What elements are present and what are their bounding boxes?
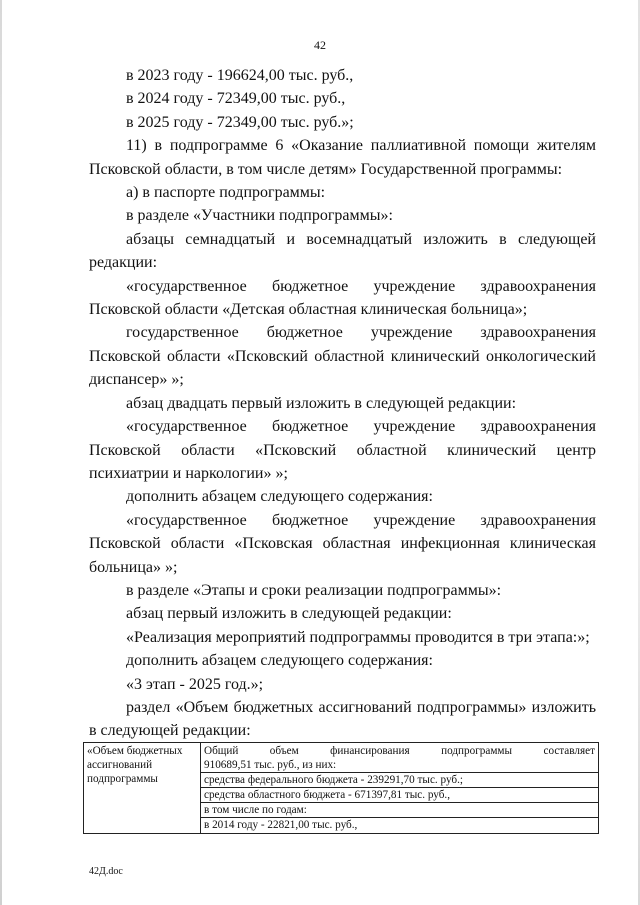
table-line: 910689,51 тыс. руб., из них: [204, 759, 337, 771]
paragraph-line: Псковской области «Псковская областная инфекционная клиническая [89, 535, 596, 553]
paragraph-line: психиатрии и наркологии» »; [89, 464, 288, 482]
table-line: в том числе по годам: [201, 802, 598, 817]
file-name: 42Д.doc [89, 866, 123, 877]
table-cell-value [201, 743, 599, 834]
paragraph-line: абзац двадцать первый изложить в следующей редакции: [126, 394, 517, 412]
scan-edge-left [0, 0, 2, 905]
table-line: Общий объем финансирования подпрограммы составляет [204, 745, 595, 757]
document-body [89, 64, 596, 743]
paragraph-line: «государственное бюджетное учреждение здравоохранения [126, 418, 596, 436]
paragraph-line: Псковской области «Псковский областной клинический центр [89, 441, 596, 459]
paragraph-line: «государственное бюджетное учреждение здравоохранения [126, 277, 596, 295]
paragraph-line: дополнить абзацем следующего содержания: [126, 488, 433, 506]
paragraph-line: Псковской области, в том числе детям» Государственной программы: [89, 160, 563, 178]
paragraph-line: в разделе «Участники подпрограммы»: [126, 207, 393, 225]
paragraph-line: «государственное бюджетное учреждение здравоохранения [126, 511, 596, 529]
paragraph-line: «3 этап - 2025 год.»; [126, 675, 264, 693]
table-line: средства федерального бюджета - 239291,70 тыс. руб.; [201, 772, 598, 787]
paragraph-line: 11) в подпрограмме 6 «Оказание паллиативной помощи жителям [126, 137, 596, 155]
paragraph-line: редакции: [89, 254, 158, 272]
paragraph-line: Псковской области «Псковский областной клинический онкологический [89, 347, 596, 365]
table-line: средства областного бюджета - 671397,81 тыс. руб., [201, 787, 598, 802]
table-line: в 2014 году - 22821,00 тыс. руб., [201, 817, 598, 832]
paragraph-line: в 2025 году - 72349,00 тыс. руб.»; [126, 113, 354, 131]
paragraph-line: в разделе «Этапы и сроки реализации подпрограммы»: [126, 581, 502, 599]
paragraph-line: диспансер» »; [89, 371, 184, 389]
table-cell-label: «Объем бюджетных ассигнований подпрограммы [84, 743, 201, 834]
paragraph-line: в 2023 году - 196624,00 тыс. руб., [126, 67, 354, 84]
paragraph-line: «Реализация мероприятий подпрограммы проводится в три этапа:»; [126, 628, 590, 646]
paragraph-line: в 2024 году - 72349,00 тыс. руб., [126, 90, 346, 108]
page-number: 42 [314, 38, 326, 52]
paragraph-line: а) в паспорте подпрограммы: [126, 184, 326, 202]
paragraph-line: раздел «Объем бюджетных ассигнований подпрограммы» изложить [126, 698, 596, 716]
paragraph-line: в следующей редакции: [89, 722, 251, 740]
paragraph-line: абзац первый изложить в следующей редакции: [126, 605, 452, 623]
paragraph-line: абзацы семнадцатый и восемнадцатый изложить в следующей [126, 230, 596, 248]
paragraph-line: государственное бюджетное учреждение здравоохранения [126, 324, 596, 342]
paragraph-line: Псковской области «Детская областная клиническая больница»; [89, 301, 528, 319]
table-row [84, 743, 599, 834]
paragraph-line: больница» »; [89, 558, 178, 576]
budget-table [83, 742, 599, 834]
paragraph-line: дополнить абзацем следующего содержания: [126, 652, 433, 670]
